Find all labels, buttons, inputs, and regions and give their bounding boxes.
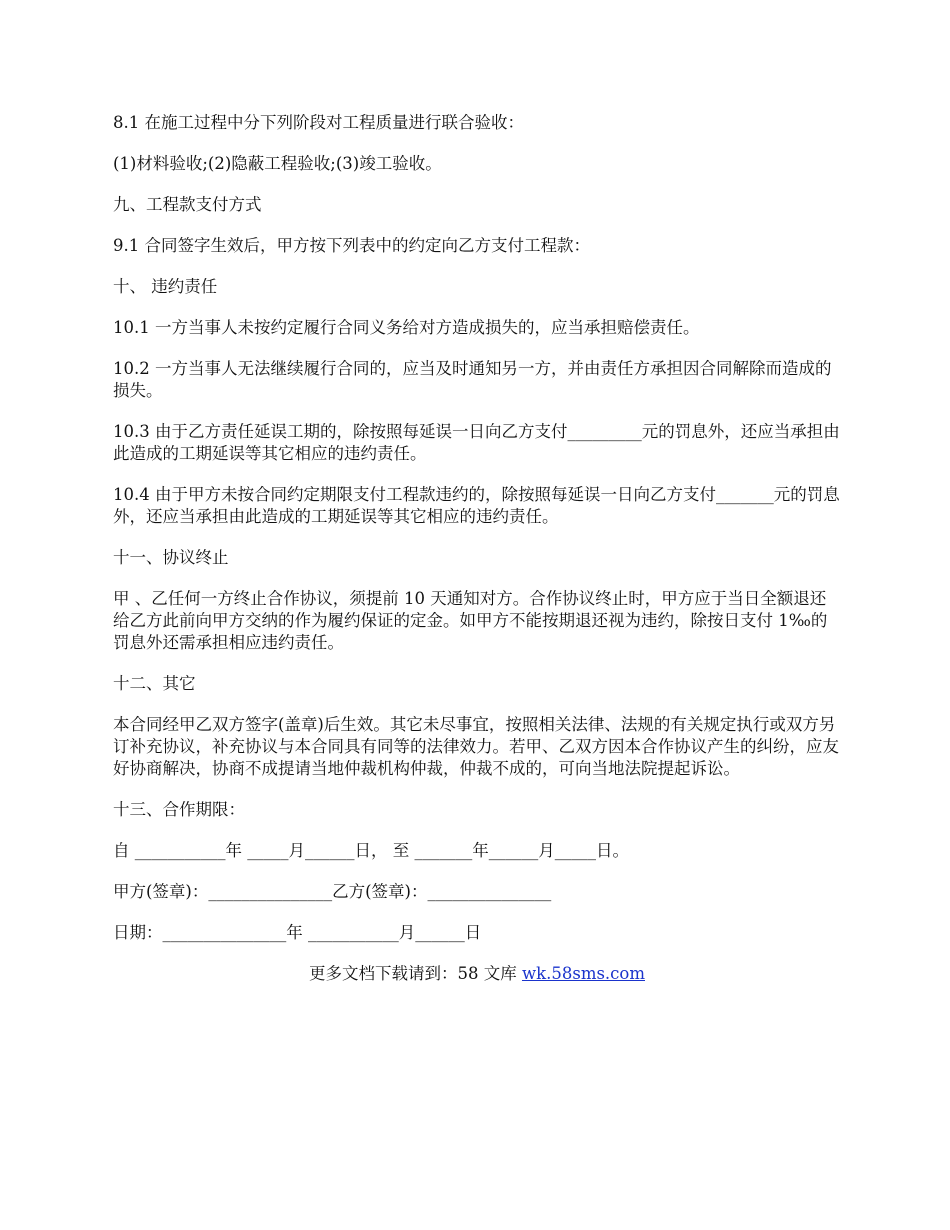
section-heading-liability: 十、 违约责任 [113,277,218,296]
termination-paragraph: 甲 、乙任何一方终止合作协议，须提前 10 天通知对方。合作协议终止时，甲方应于当日全额退还给乙方此前向甲方交纳的作为履约保证的定金。如甲方不能按期退还视为违约，除按日支付 1‰的罚息外还需承担相应违约责任。 [113,589,828,652]
clause-10-3: 10.3 由于乙方责任延误工期的，除按照每延误一日向乙方支付_________元的罚息外，还应当承担由此造成的工期延误等其它相应的违约责任。 [113,422,840,463]
document-body [113,112,841,985]
signature-line: 甲方(签章)：_______________乙方(签章)：_______________ [113,882,552,901]
clause-10-2: 10.2 一方当事人无法继续履行合同的，应当及时通知另一方，并由责任方承担因合同解除而造成的损失。 [113,359,832,400]
term-date-range: 自 ___________年 _____月______日， 至 _______年______月_____日。 [113,841,629,860]
clause-9-1: 9.1 合同签字生效后，甲方按下列表中的约定向乙方支付工程款： [113,236,590,255]
section-heading-termination: 十一、协议终止 [113,548,229,567]
other-paragraph: 本合同经甲乙双方签字(盖章)后生效。其它未尽事宜，按照相关法律、法规的有关规定执行或双方另订补充协议，补充协议与本合同具有同等的法律效力。若甲、乙双方因本合作协议产生的纠纷，应友好协商解决，协商不成提请当地仲裁机构仲裁，仲裁不成的，可向当地法院提起诉讼。 [113,715,839,778]
section-heading-term: 十三、合作期限： [113,800,245,819]
clause-10-1: 10.1 一方当事人未按约定履行合同义务给对方造成损失的，应当承担赔偿责任。 [113,318,700,337]
footer [113,963,841,985]
clause-10-4: 10.4 由于甲方未按合同约定期限支付工程款违约的，除按照每延误一日向乙方支付_______元的罚息外，还应当承担由此造成的工期延误等其它相应的违约责任。 [113,485,840,526]
section-heading-other: 十二、其它 [113,674,196,693]
clause-8-1: 8.1 在施工过程中分下列阶段对工程质量进行联合验收： [113,113,524,132]
footer-link[interactable]: wk.58sms.com [521,964,645,983]
acceptance-stages: (1)材料验收;(2)隐蔽工程验收;(3)竣工验收。 [113,154,442,173]
date-line: 日期：_______________年 ___________月______日 [113,923,482,942]
section-heading-payment: 九、工程款支付方式 [113,195,262,214]
footer-text: 更多文档下载请到：58 文库 [308,964,522,983]
